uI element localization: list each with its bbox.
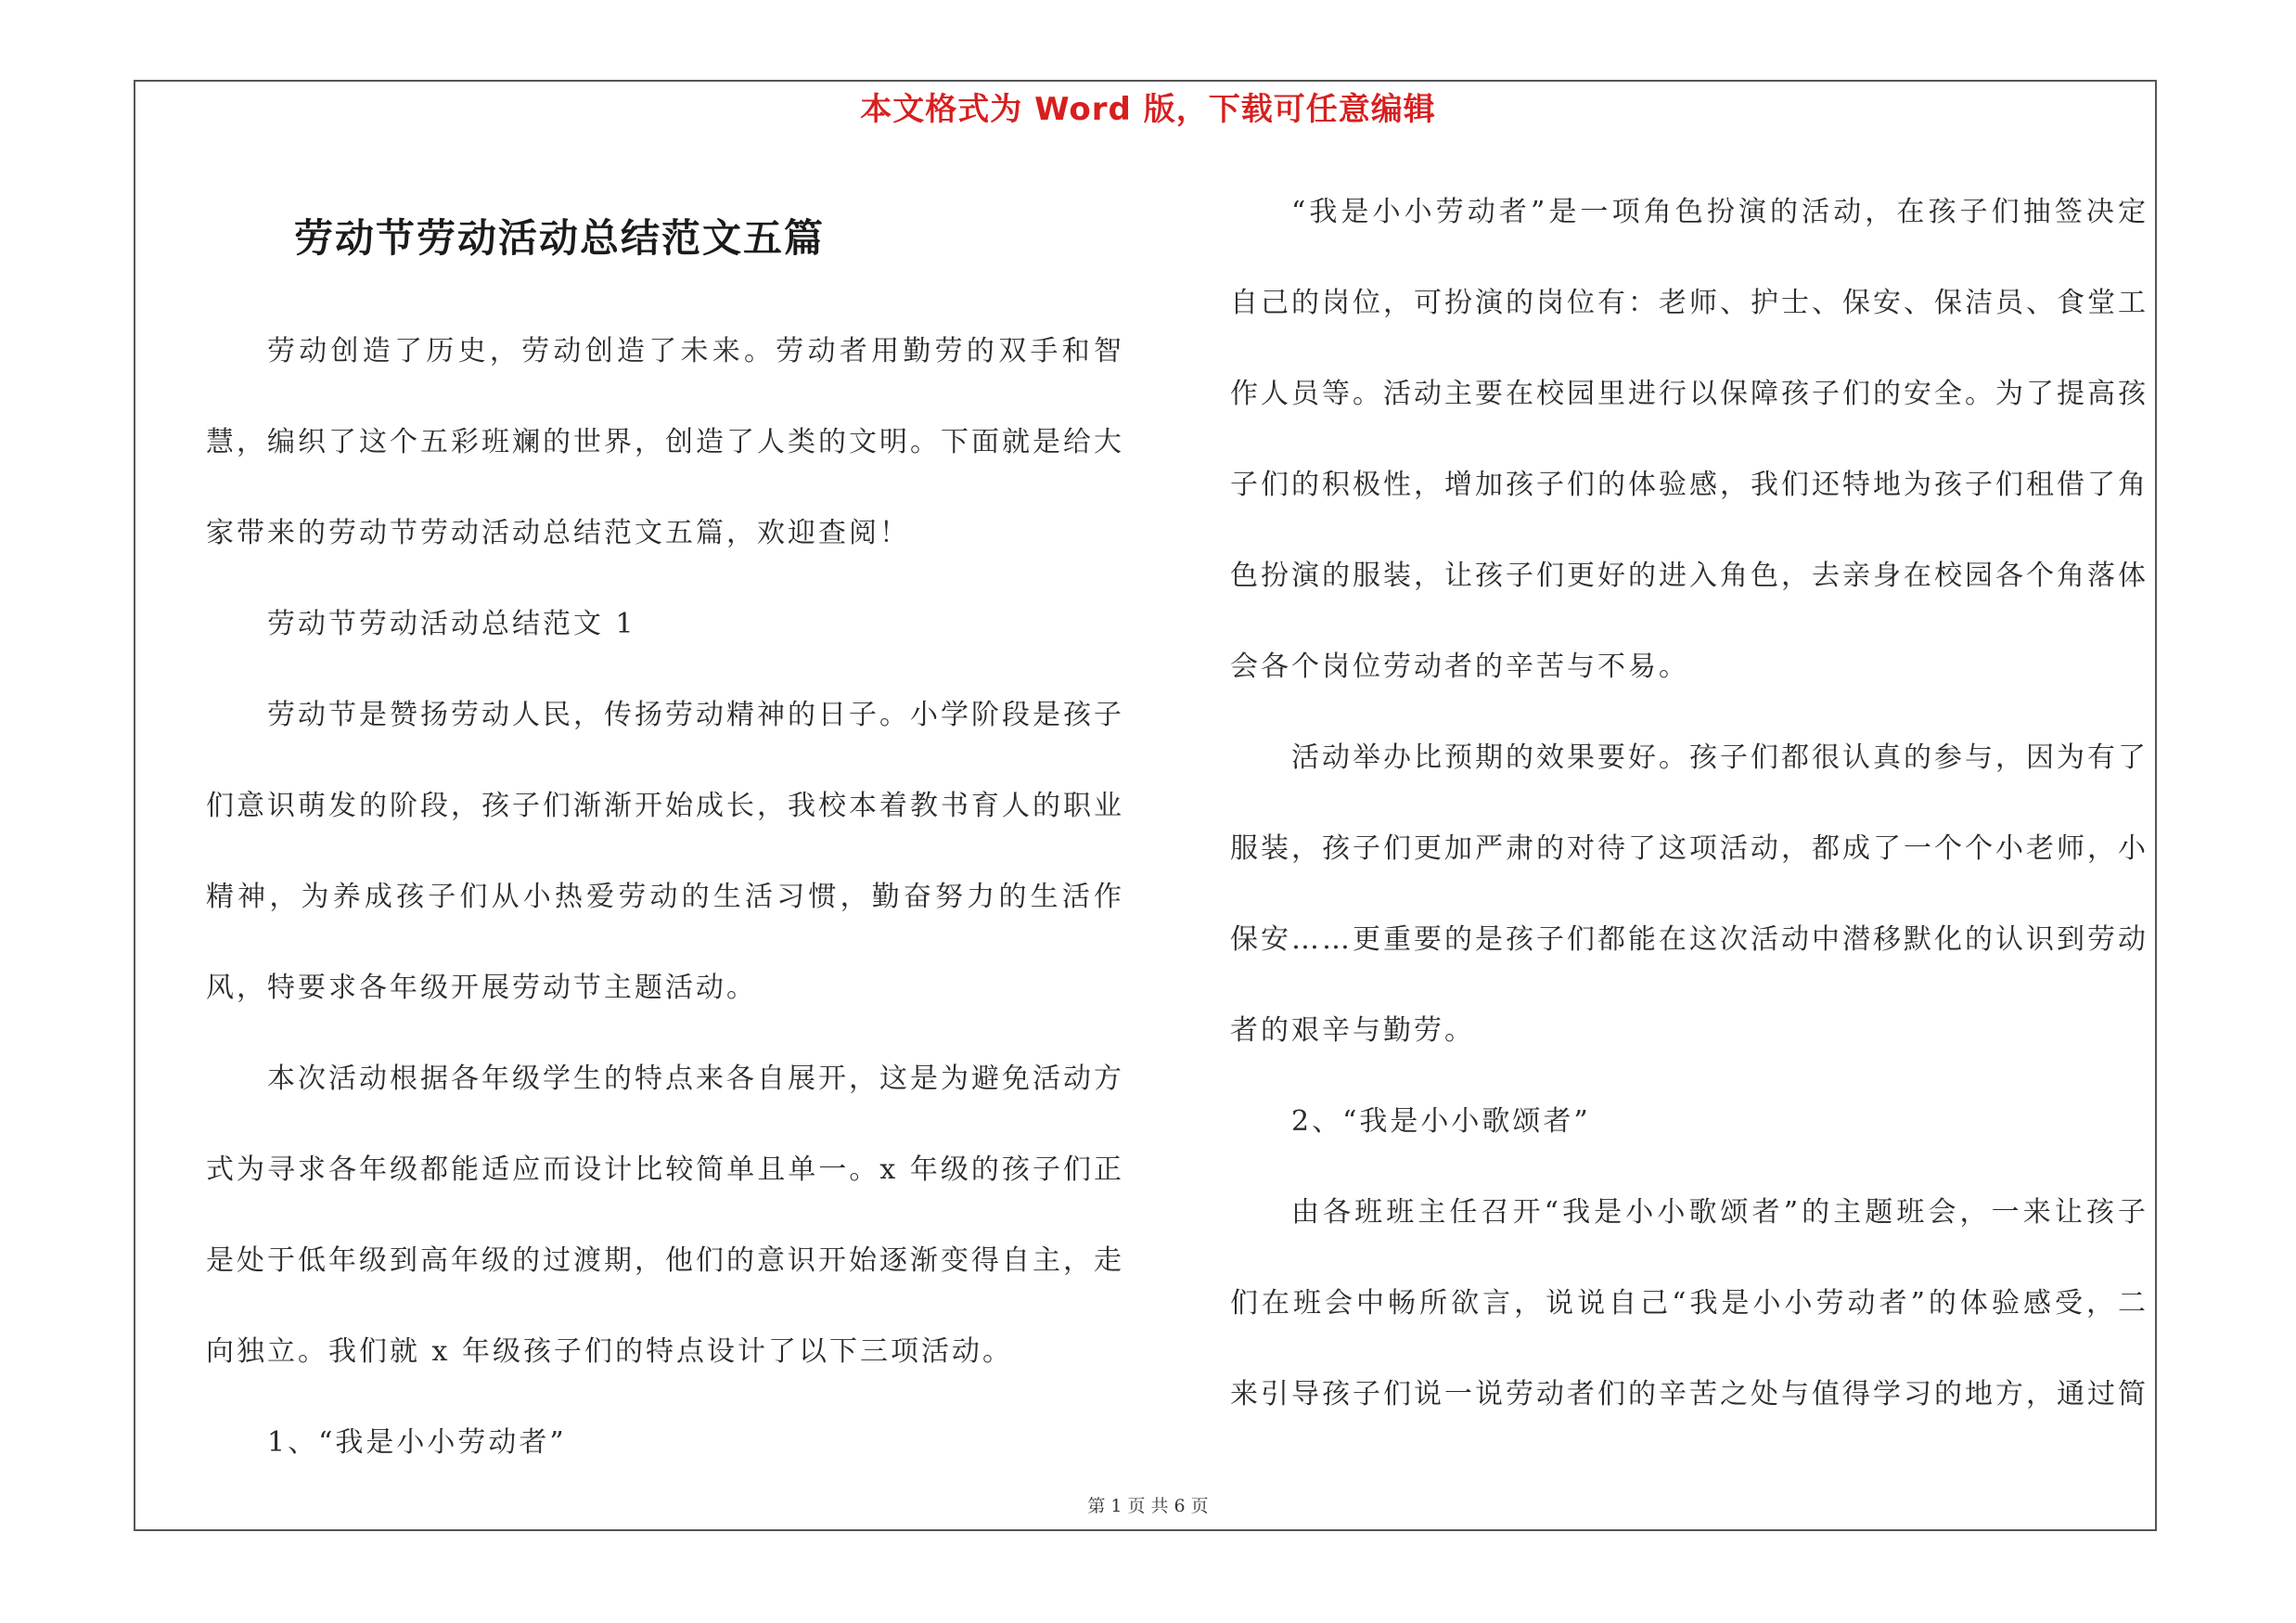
body-paragraph: 活动举办比预期的效果要好。孩子们都很认真的参与，因为有了服装，孩子们更加严肃的对待了这项活动，都成了一个个小老师，小保安……更重要的是孩子们都能在这次活动中潜移默化的认识到劳动者的艰辛与勤劳。 [1230,741,2148,1047]
body-paragraph: “我是小小劳动者”是一项角色扮演的活动，在孩子们抽签决定自己的岗位，可扮演的岗位有：老师、护士、保安、保洁员、食堂工作人员等。活动主要在校园里进行以保障孩子们的安全。为了提高孩子们的积极性，增加孩子们的体验感，我们还特地为孩子们租借了角色扮演的服装，让孩子们更好的进入角色，去亲身在校园各个角落体会各个岗位劳动者的辛苦与不易。 [1230,196,2148,683]
page-number-footer: 第 1 页 共 6 页 [1087,1496,1209,1516]
body-paragraph: 由各班班主任召开“我是小小歌颂者”的主题班会，一来让孩子们在班会中畅所欲言，说说自己“我是小小劳动者”的体验感受，二来引导孩子们说一说劳动者们的辛苦之处与值得学习的地方，通过简 [1230,1196,2148,1410]
body-paragraph: 劳动节是赞扬劳动人民，传扬劳动精神的日子。小学阶段是孩子们意识萌发的阶段，孩子们渐渐开始成长，我校本着教书育人的职业精神，为养成孩子们从小热爱劳动的生活习惯，勤奋努力的生活作风，特要求各年级开展劳动节主题活动。 [206,699,1124,1004]
intro-paragraph: 劳动创造了历史，劳动创造了未来。劳动者用勤劳的双手和智慧，编织了这个五彩班斓的世界，创造了人类的文明。下面就是给大家带来的劳动节劳动活动总结范文五篇，欢迎查阅！ [206,335,1124,549]
document-title: 劳动节劳动活动总结范文五篇 [293,215,825,261]
body-paragraph: 本次活动根据各年级学生的特点来各自展开，这是为避免活动方式为寻求各年级都能适应而设计比较简单且单一。x 年级的孩子们正是处于低年级到高年级的过渡期，他们的意识开始逐渐变得自主，走向独立。我们就 x 年级孩子们的特点设计了以下三项活动。 [206,1063,1124,1368]
list-item-heading: 1、“我是小小劳动者” [267,1426,567,1459]
list-item-heading: 2、“我是小小歌颂者” [1291,1105,1591,1138]
section-heading: 劳动节劳动活动总结范文 1 [267,608,636,640]
format-banner: 本文格式为 Word 版，下载可任意编辑 [860,91,1436,128]
